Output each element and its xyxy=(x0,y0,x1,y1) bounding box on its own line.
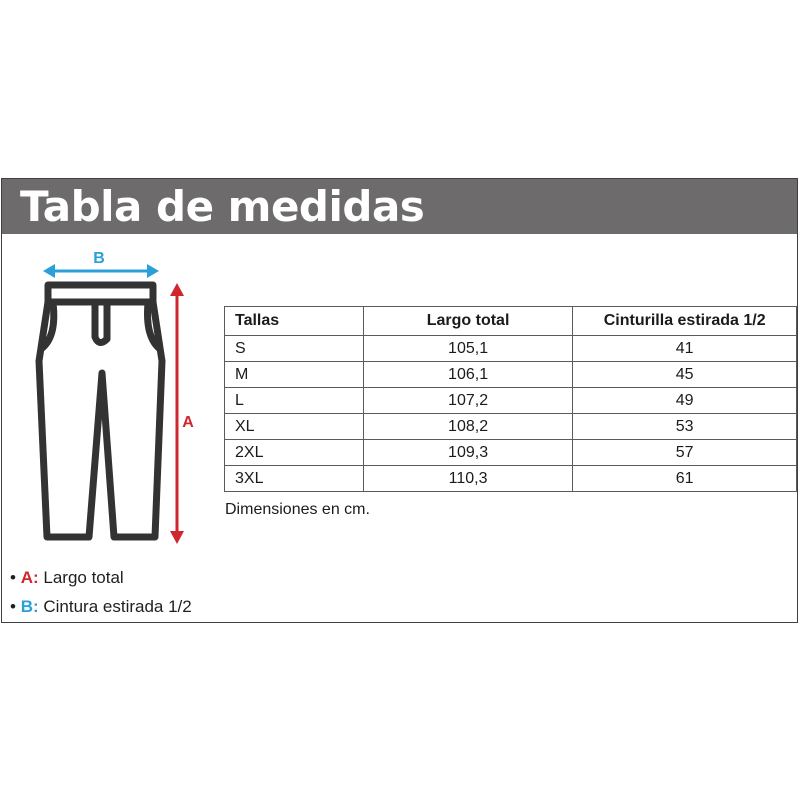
column-header: Tallas xyxy=(225,307,364,336)
legend-key-b: B: xyxy=(20,597,39,616)
legend-text-b: Cintura estirada 1/2 xyxy=(43,597,192,616)
table-row xyxy=(225,466,797,492)
length-cell: 110,3 xyxy=(363,466,573,492)
length-cell: 109,3 xyxy=(363,440,573,466)
size-cell: L xyxy=(225,388,364,414)
length-cell: 107,2 xyxy=(363,388,573,414)
waist-cell: 45 xyxy=(573,362,797,388)
size-table xyxy=(224,306,797,492)
column-header: Cinturilla estirada 1/2 xyxy=(573,307,797,336)
size-cell: XL xyxy=(225,414,364,440)
length-cell: 106,1 xyxy=(363,362,573,388)
size-cell: 3XL xyxy=(225,466,364,492)
legend-text-a: Largo total xyxy=(43,568,124,587)
size-cell: M xyxy=(225,362,364,388)
page-title: Tabla de medidas xyxy=(20,182,425,231)
table-row xyxy=(225,336,797,362)
legend-item-a: • A: Largo total xyxy=(10,568,124,587)
table-row xyxy=(225,388,797,414)
table-row xyxy=(225,362,797,388)
waist-cell: 53 xyxy=(573,414,797,440)
legend-item-b: • B: Cintura estirada 1/2 xyxy=(10,597,192,616)
size-cell: S xyxy=(225,336,364,362)
column-header: Largo total xyxy=(363,307,573,336)
header-bar xyxy=(2,179,797,234)
size-cell: 2XL xyxy=(225,440,364,466)
size-chart-card xyxy=(1,178,798,623)
table-row xyxy=(225,440,797,466)
pants-diagram xyxy=(27,241,207,551)
pants-icon xyxy=(39,285,162,537)
table-row xyxy=(225,414,797,440)
waist-cell: 49 xyxy=(573,388,797,414)
waist-cell: 57 xyxy=(573,440,797,466)
label-b: B xyxy=(93,250,105,267)
legend xyxy=(10,563,192,621)
units-note: Dimensiones en cm. xyxy=(225,501,370,518)
table-header-row xyxy=(225,307,797,336)
legend-key-a: A: xyxy=(20,568,39,587)
waist-cell: 61 xyxy=(573,466,797,492)
label-a: A xyxy=(182,414,194,431)
length-cell: 108,2 xyxy=(363,414,573,440)
waist-cell: 41 xyxy=(573,336,797,362)
length-cell: 105,1 xyxy=(363,336,573,362)
